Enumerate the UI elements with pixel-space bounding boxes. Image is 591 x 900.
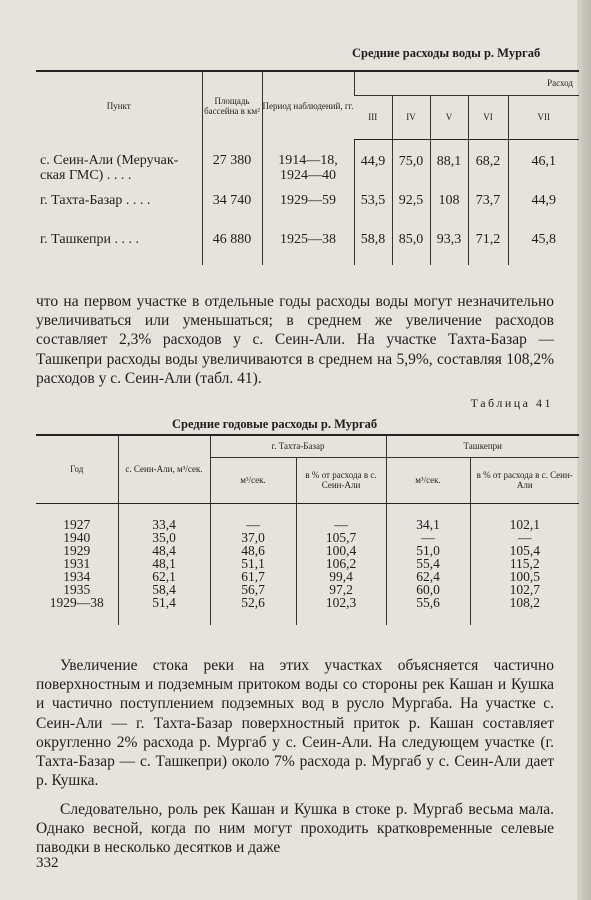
cell-sein-ali: 35,0 [118,531,210,544]
table-row [36,139,579,187]
header-month: III [354,95,392,139]
cell-tash-m3s: — [386,531,470,544]
header-flow: Расход [354,71,579,95]
cell-takhta-pct: 105,7 [296,531,386,544]
cell-tash-m3s: 55,6 [386,596,470,625]
cell-takhta-m3s: 56,7 [210,583,296,596]
cell-sein-ali: 51,4 [118,596,210,625]
cell-sein-ali: 48,1 [118,557,210,570]
cell-years: 1940 [63,529,91,545]
header-month: VI [468,95,508,139]
cell-tash-pct: 102,1 [470,503,579,531]
cell-tash-pct: 115,2 [470,557,579,570]
cell-takhta-pct: 102,3 [296,596,386,625]
cell-takhta-m3s: 48,6 [210,544,296,557]
table-row [36,226,579,265]
cell-value: 75,0 [392,139,430,187]
cell-value: 68,2 [468,139,508,187]
cell-area: 46 880 [202,226,262,265]
cell-tash-pct: 102,7 [470,583,579,596]
cell-value: 58,8 [354,226,392,265]
cell-takhta-m3s: 52,6 [210,596,296,625]
table-row [36,531,579,544]
cell-takhta-pct: 97,2 [296,583,386,596]
cell-takhta-m3s: 51,1 [210,557,296,570]
header-sein-ali: с. Сеин-Али, м³/сек. [118,435,210,503]
cell-sein-ali: 58,4 [118,583,210,596]
header-point: Пункт [36,71,202,139]
cell-area: 34 740 [202,187,262,226]
paragraph-3 [36,800,554,858]
header-pct: в % от расхода в с. Сеин-Али [296,457,386,503]
cell-value: 44,9 [354,139,392,187]
cell-tash-m3s: 62,4 [386,570,470,583]
header-pct: в % от расхода в с. Сеин-Али [470,457,579,503]
cell-point: г. Тахта-Базар . . . . [40,192,151,208]
cell-point: с. Сеин-Али (Меручак-ская ГМС) . . . . [40,153,179,183]
cell-value: 46,1 [508,139,579,187]
cell-area: 27 380 [202,139,262,187]
cell-years: 1935 [63,581,91,597]
table-row [36,557,579,570]
cell-tash-pct: 105,4 [470,544,579,557]
table2 [36,434,579,625]
cell-takhta-pct: 106,2 [296,557,386,570]
table-row [36,570,579,583]
cell-tash-pct: 108,2 [470,596,579,625]
header-takhta-bazar: г. Тахта-Базар [210,435,386,457]
table-row [36,544,579,557]
cell-period: 1929—59 [262,187,354,226]
header-m3s: м³/сек. [386,457,470,503]
header-period: Период наблюдений, гг. [262,71,354,139]
header-month: IV [392,95,430,139]
header-m3s: м³/сек. [210,457,296,503]
cell-value: 88,1 [430,139,468,187]
cell-tash-m3s: 51,0 [386,544,470,557]
cell-tash-pct: 100,5 [470,570,579,583]
table1 [36,70,579,265]
cell-years: 1929 [63,542,91,558]
cell-value: 85,0 [392,226,430,265]
paragraph-2 [36,656,554,790]
cell-tash-m3s: 55,4 [386,557,470,570]
cell-tash-m3s: 60,0 [386,583,470,596]
cell-years: 1929—38 [49,594,104,610]
paragraph-2-text: Увеличение стока реки на этих участках объясняется частично поверхностным и подземным притоком воды со стороны рек Кашан и Кушка и частично поступлением подземных вод в русло Мургаба. На участке с. Сеин-Али — г. Тахта-Базар поверхностный приток р. Кашан составляет округленно 2% расхода р. Мургаб у с. Сеин-Али. На следующем участке (г. Тахта-Базар — с. Ташкепри) около 7% расхода р. Мургаб у с. Сеин-Али дает р. Кушка. [36,657,554,790]
cell-tash-pct: — [470,531,579,544]
table-row [36,596,579,625]
cell-value: 53,5 [354,187,392,226]
cell-takhta-pct: 99,4 [296,570,386,583]
header-month: V [430,95,468,139]
page-edge [577,0,591,900]
table-row [36,503,579,531]
header-area: Площадь бассейна в км² [202,71,262,139]
cell-takhta-m3s: 61,7 [210,570,296,583]
table2-title: Средние годовые расходы р. Мургаб [172,417,378,431]
cell-sein-ali: 33,4 [118,503,210,531]
cell-takhta-m3s: 37,0 [210,531,296,544]
cell-period: 1925—38 [262,226,354,265]
cell-years: 1931 [63,555,91,571]
header-tashkepri: Ташкепри [386,435,579,457]
cell-value: 93,3 [430,226,468,265]
cell-value: 92,5 [392,187,430,226]
header-year: Год [36,435,118,503]
cell-takhta-pct: — [296,503,386,531]
cell-value: 44,9 [508,187,579,226]
cell-value: 71,2 [468,226,508,265]
table-row [36,187,579,226]
cell-takhta-m3s: — [210,503,296,531]
cell-value: 108 [430,187,468,226]
cell-point: г. Ташкепри . . . . [40,231,140,247]
cell-takhta-pct: 100,4 [296,544,386,557]
paragraph-1: что на первом участке в отдельные годы расходы воды могут незначительно увеличиваться или уменьшаться; в среднем же увеличение расходов составляет 2,3% расходов у с. Сеин-Али. На участке Тахта-Базар — Ташкепри расходы воды увеличиваются в среднем на 5,9%, составляя 108,2% расходов у с. Сеин-Али (табл. 41). [36,293,554,387]
paragraph-3-text: Следовательно, роль рек Кашан и Кушка в стоке р. Мургаб весьма мала. Однако весной, когда по ним могут проходить кратковременные селевые паводки в несколько десятков и даже [36,801,554,857]
table1-title: Средние расходы воды р. Мургаб [352,46,541,60]
cell-years: 1934 [63,568,91,584]
cell-value: 45,8 [508,226,579,265]
page-number: 332 [36,855,59,871]
header-month: VII [508,95,579,139]
cell-tash-m3s: 34,1 [386,503,470,531]
cell-sein-ali: 62,1 [118,570,210,583]
cell-period: 1914—18, 1924—40 [262,139,354,187]
table2-label: Таблица 41 [470,396,553,410]
cell-value: 73,7 [468,187,508,226]
table-row [36,583,579,596]
cell-sein-ali: 48,4 [118,544,210,557]
cell-years: 1927 [63,516,91,532]
